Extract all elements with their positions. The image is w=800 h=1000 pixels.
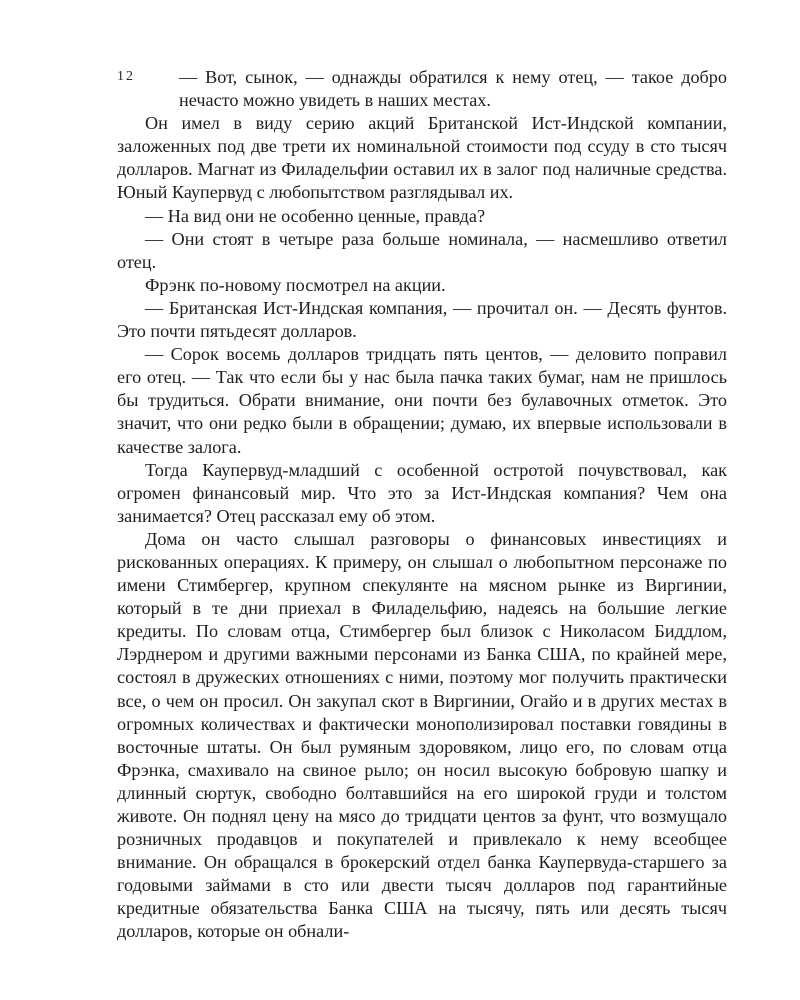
paragraph: Фрэнк по-новому посмотрел на акции. xyxy=(145,274,446,295)
paragraph: — Сорок восемь долларов тридцать пять центов, — деловито поправил его отец. — Так что если бы у нас была пачка таких бумаг, нам не пришлось бы трудиться. Обрати внимание, они почти без булавочных отметок. Это значит, что они редко были в обращении; думаю, их впервые использовали в качестве залога. xyxy=(117,344,727,457)
paragraph: — Вот, сынок, — однажды обратился к нему отец, — такое добро нечасто можно увидеть в наших местах. xyxy=(179,67,727,111)
body-text xyxy=(117,66,727,944)
paragraph: Тогда Каупервуд-младший с особенной остротой почувствовал, как огромен финансовый мир. Что это за Ист-Индская компания? Чем она занимается? Отец рассказал ему об этом. xyxy=(117,459,727,526)
paragraph: Дома он часто слышал разговоры о финансовых инвестициях и рискованных операциях. К примеру, он слышал о любопытном персонаже по имени Стимбергер, крупном спекулянте на мясном рынке из Виргинии, который в те дни приехал в Филадельфию, надеясь на большие легкие кредиты. По словам отца, Стимбергер был близок с Николасом Биддлом, Лэрднером и другими важными персонами из Банка США, по крайней мере, состоял в дружеских отношениях с ними, поэтому мог получить практически все, о чем он просил. Он закупал скот в Виргинии, Огайо и в других местах в огромных количествах и фактически монополизировал поставки говядины в восточные штаты. Он был румяным здоровяком, лицо его, по словам отца Фрэнка, смахивало на свиное рыло; он носил высокую бобровую шапку и длинный сюртук, свободно болтавшийся на его широкой груди и толстом животе. Он поднял цену на мясо до тридцати центов за фунт, что возмущало розничных продавцов и покупателей и привлекало к нему всеобщее внимание. Он обращался в брокерский отдел банка Каупервуда-старшего за годовыми займами в сто или двести тысяч долларов под гарантийные кредитные обязательства Банка США на тысячу, пять или десять тысяч долларов, которые он обнали- xyxy=(117,528,727,942)
paragraph: Он имел в виду серию акций Британской Ист-Индской компании, заложенных под две трети их номинальной стоимости под ссуду в сто тысяч долларов. Магнат из Филадельфии оставил их в залог под наличные средства. Юный Каупервуд с любопытством разглядывал их. xyxy=(117,113,727,203)
paragraph: — Британская Ист-Индская компания, — прочитал он. — Десять фунтов. Это почти пятьдесят долларов. xyxy=(117,297,727,342)
paragraph: — На вид они не особенно ценные, правда? xyxy=(145,205,486,226)
paragraph: — Они стоят в четыре раза больше номинала, — насмешливо ответил отец. xyxy=(117,228,727,272)
page-number: 12 xyxy=(117,69,135,84)
